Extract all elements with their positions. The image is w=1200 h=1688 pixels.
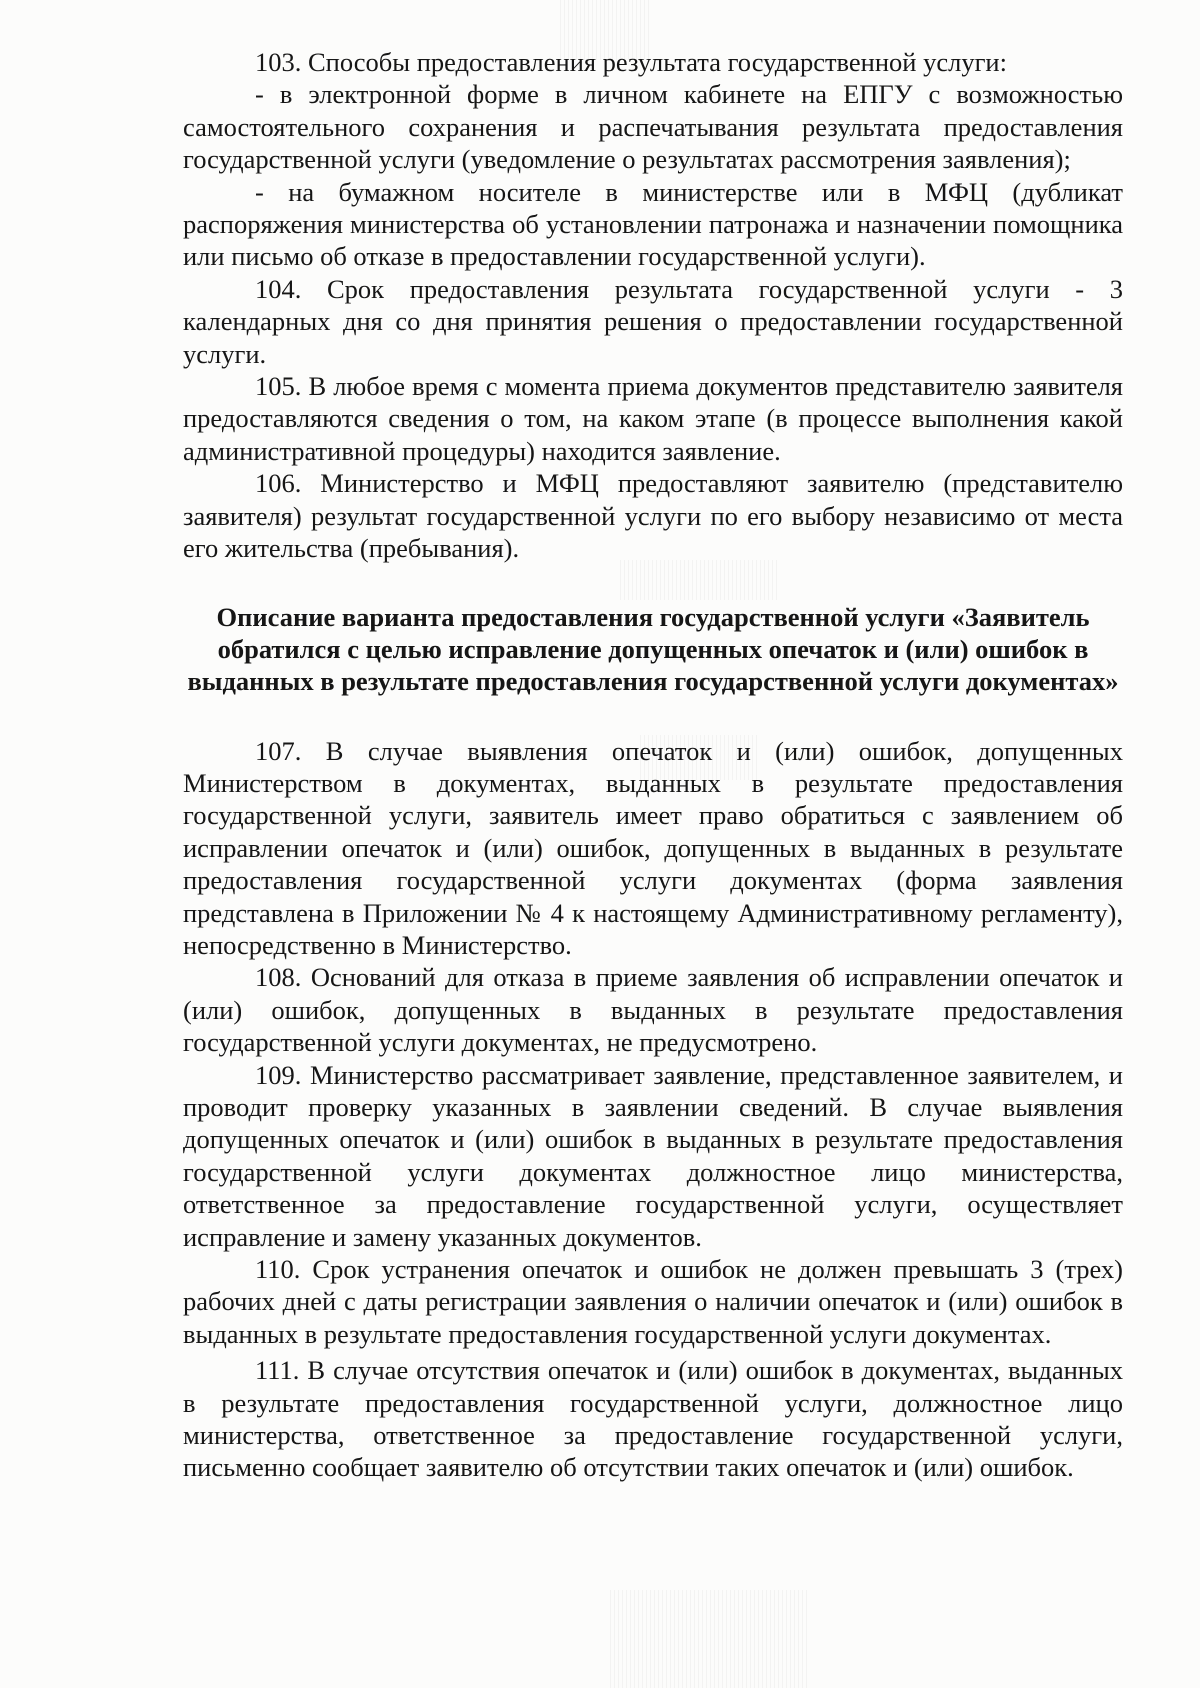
paragraph-111: 111. В случае отсутствия опечаток и (или) ошибок в документах, выданных в результате предоставления государственной услуги, должностное лицо министерства, ответственное за предоставление государственной услуги, письменно сообщает заявителю об отсутствии таких опечаток и (или) ошибок. <box>183 1355 1123 1483</box>
paragraph-108: 108. Оснований для отказа в приеме заявления об исправлении опечаток и (или) ошибок, допущенных в выданных в результате предоставления государственной услуги документах, не предусмотрено. <box>183 962 1123 1058</box>
paragraph-103-item-electronic: - в электронной форме в личном кабинете на ЕПГУ с возможностью самостоятельного сохранения и распечатывания результата предоставления государственной услуги (уведомление о результатах рассмотрения заявления); <box>183 79 1123 175</box>
paragraph-107: 107. В случае выявления опечаток и (или) ошибок, допущенных Министерством в документах, выданных в результате предоставления государственной услуги, заявитель имеет право обратиться с заявлением об исправлении опечаток и (или) ошибок, допущенных в выданных в результате предоставления государственной услуги документах (форма заявления представлена в Приложении № 4 к настоящему Административному регламенту), непосредственно в Министерство. <box>183 735 1123 960</box>
paragraph-110: 110. Срок устранения опечаток и ошибок не должен превышать 3 (трех) рабочих дней с даты регистрации заявления о наличии опечаток и (или) ошибок в выданных в результате предоставления государственной услуги документах. <box>183 1254 1123 1349</box>
paragraph-105: 105. В любое время с момента приема документов представителю заявителя предоставляются сведения о том, на каком этапе (в процессе выполнения какой административной процедуры) находится заявление. <box>183 371 1123 466</box>
paragraph-106: 106. Министерство и МФЦ предоставляют заявителю (представителю заявителя) результат государственной услуги по его выбору независимо от места его жительства (пребывания). <box>183 468 1123 564</box>
paragraph-103-item-paper: - на бумажном носителе в министерстве или в МФЦ (дубликат распоряжения министерства об установлении патронажа и назначении помощника или письмо об отказе в предоставлении государственной услуги). <box>183 176 1123 272</box>
section-heading: Описание варианта предоставления государственной услуги «Заявитель обратился с целью исправление допущенных опечаток и (или) ошибок в выданных в результате предоставления государственной услуги документах» <box>187 601 1119 696</box>
document-body <box>183 46 1123 1484</box>
paragraph-109: 109. Министерство рассматривает заявление, представленное заявителем, и проводит проверку указанных в заявлении сведений. В случае выявления допущенных опечаток и (или) ошибок в выданных в результате предоставления государственной услуги документах должностное лицо министерства, ответственное за предоставление государственной услуги, осуществляет исправление и замену указанных документов. <box>183 1059 1123 1252</box>
paragraph-104: 104. Срок предоставления результата государственной услуги - 3 календарных дня со дня принятия решения о предоставлении государственной услуги. <box>183 273 1123 369</box>
scan-noise-bottom <box>610 1590 810 1688</box>
paragraph-103: 103. Способы предоставления результата государственной услуги: <box>255 47 1007 77</box>
